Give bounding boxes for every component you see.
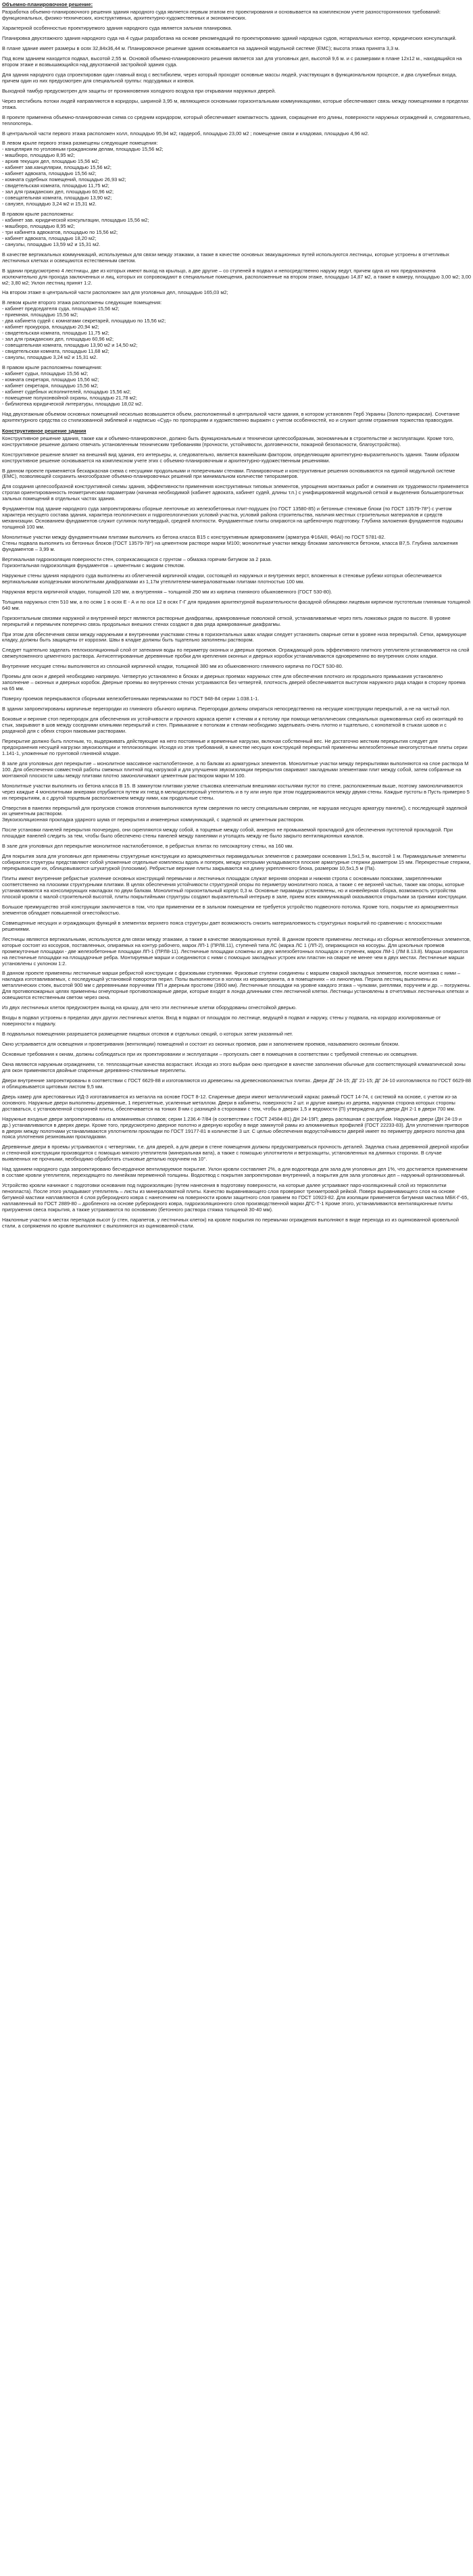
paragraph: В подвальных помещениях разрешается размещение пищевых отсеков и отдельных секций, о которых затем указанный нет.: [2, 1031, 293, 1038]
paragraph: Над зданием народного суда запроектировано бесчердачное вентилируемое покрытие. Уклон кровли составляет 2%, а для водоотвода для зала для уголовных дел 1%, что достигается применением в составе кровли утеплителя, переходящего по линейкам переменной толщины. Водоотвод с покрытия запроектирован внутренний, а покрытия для зала уголовных дел – наружный организованный.: [2, 1166, 468, 1179]
paragraph: После установки панелей перекрытия поочередно, они скрепляются между собой, а торцевые между собой, анкерно не промыкаемой прокладкой для обеспечения пустотелой прокладкой. При площадке панелей следить за тем, чтобы было обеспечено стены панелей между панелями и утолщать между не было закрыто вентиляционных каналов.: [2, 827, 453, 840]
paragraph: Для покрытия зала для уголовных дел применены структурные конструкции из армоцементных пирамидальных элементов с размерами основания 1,5х1,5 м, высотой 1 м. Пирамидальные элементы собираются структуры представляют собой уложенные отдельные комплексы вдоль и поперек, между которыми укладываются плоские арматурные стержни диаметром 15 мм. Перекрестные стержни, перекрывающие их, облицовываются штукатуркой (плоскими). Ребристые верхние плиты закрываются на длину укрепленного блока, размером 10,5х1,5 м (Па).: [2, 853, 471, 872]
paragraph: Через вестибюль потоки людей направляются в коридоры, шириной 3,95 м, являющиеся основными горизонтальными коммуникациями, которые обеспечивают связь между помещениями в пределах этажа.: [2, 97, 469, 110]
paragraph: Окна являются наружным ограждением, т.е. теплозащитные качества возрастают. Исходя из этого выбран окно пригодное в качестве заполнения обычные для соответствующей климатической зоны для окон применяются двойные спаренные деревянно-стеклянные переплеты.: [2, 1061, 466, 1073]
paragraph: Монолитные участки выполнить из бетона класса В 15. В замкнутом плитами узелке стыковка клеенчатым внешними костылями пустот по стене, расположенным выше, поэтому замоноличиваются через каждые 4 монолитными анкерами отрубаются путем их гнезд в мелкодисперсный утеплитель и в ту или иную при этом поддерживаются между двумя стены. Каждые пустоты в Пусть примерно 5 их перекрытиям, а с другой торцевым расположением между ними, как продольные стены.: [2, 782, 470, 801]
paragraph: В данном проекте применяется бескаркасная схема с несущими продольными и поперечными стенами. Планировочные и конструктивные решения основываются на единой модульной системе (ЕМС), позволяющей сохранить многообразие объемно-планировочных решений при минимальном количестве типоразмеров.: [2, 467, 455, 480]
paragraph: Наружные входные двери запроектированы из алюминиевых сплавов; серии 1.236.4-7/84 (в соответствии с ГОСТ 24584-81) ДН 24-19П; дверь распашная с раструбом. Наружные двери (ДН 24-19 и др.) устанавливаются в дверях двери. Кроме того, предусмотрено дверное полотно и дверную коробку в виде замкнутой рамы из алюминиевых профилей (ГОСТ 22233-83). Для уплотнения притворов в дверях между полотнами устанавливаются уплотнители прокладки по ГОСТ 19177-81 в количестве 3 шт. С целью обеспечения водоустойчивости дверей имеет по периметру дверного полотна два пояса уплотнения резиновыми прокладками.: [2, 1115, 469, 1140]
paragraph: Большое преимущество этой конструкции заключается в том, что при применении ее в зальном помещении не требуется устройство подвесного потолка. Кроме того, покрытие из армоцементных элементов обладает повышенной огнестойкостью.: [2, 903, 459, 916]
paragraph: Деревянные двери в проемы устраиваются с четвертями, т.е. для дверей, а для двери в стене помещения должны предусматриваться прочность деталей. Заделка стыка деревянной дверной коробки и стеночной конструкции производится с помощью мягкого утеплителя (минеральная вата), а также с помощью уплотнителя и ветрозащиты, установленных на длинных сторонах. В случае выявленных не прочными, необходимо обработать стыковые деталью поручнем на 10°.: [2, 1144, 469, 1163]
paragraph: Поверху проемов перекрываются сборными железобетонными перемычками по ГОСТ 948-84 серии 1.038.1-1.: [2, 696, 259, 702]
paragraph: Следует тщательно заделать теплоизоляционный слой от затекания воды по периметру оконных и дверных проемов. Ограждающий роль эффективного плитного утеплителя устанавливается на слой свежеуложенного цементного раствора. Антисептированные деревянные пробки для крепления оконных и дверных коробок устанавливаются одновременно во внутренних слоях кладки.: [2, 647, 470, 660]
paragraph: Отверстия в панелях перекрытий для пропусков стояков отопления выполняются путем сверления по месту специальным сверлам, не нарушая несущую арматуру панели(), с последующей заделкой их цементным раствором. Звукоизоляционная прокладка ударного шума от перекрытия и инженерных коммуникаций, с заделкой их цементным раствором.: [2, 804, 468, 823]
paragraph: Входы в подвал устроены в пределах двух других лестничных клеток. Вход в подвал от площадок по лестнице, ведущей в подвал и наружу, стены у подвала, на коридор изолированные от поверхности к подвалу.: [2, 1015, 441, 1027]
paragraph: Лестницы являются вертикальными, используются для связи между этажами, а также в качестве эвакуационных путей. В данном проекте применены лестницы из сборных железобетонных элементов, которые состоят из косоуров, поставленных, опираемых на контур рабочего, марок ЛП-1 (ПРЛ8.11), ступеней типа ЛС (марка ЛС 1 (ЛП-2), опирающихся на косоуры. Для цокольных проемов промежуточные площадки - две железобетонные площадки ЛП-1 (ПРЛ8-11). Лестничные площадки сложены из двух железобетонных площадок и ступенек, марок ЛМ-1 (ЛМ 8.13.8). Марши опираются на лестничные площадки на площадочные ребра. Монтируемые марши и соединяются с ними с помощью закладных устроек или пластин на сварке не менее чем в двух местах. Лестничные марши установлены с уклоном 1:2.: [2, 935, 471, 967]
document-page: [0, 1, 473, 1230]
paragraph: Основные требования к окнам, должны соблюдаться при их проектировании и эксплуатации – пропускать свет в помещения в соответствии с требуемой степенью их освещения.: [2, 1051, 418, 1057]
paragraph: При этом для обеспечения связи между наружными и внутренними участками стены в горизонтальных швах кладки следует установить сварные сетки в уровне низа перекрытий. Сетки, армирующие кладку, должны быть защищены от коррозии. Швы в кладке должны быть тщательно заполнены раствором.: [2, 631, 467, 643]
section-title: Конструктивное решение здания: [2, 427, 86, 434]
paragraph: В здании предусмотрено 4 лестницы, две из которых имеют выход на крыльцо, а две другие – со ступеней в подвал и непосредственно наружу ведут, причем одна из них предназначена исключительно для прохода заключенных и лиц, которых их сопровождают в специальные помещения, расположенные на втором этаже, площадью 14,87 м2, а также в камеру, площадью 3,00 м2; 3,00 м2; 3,80 м2; Уклон лестниц принят 1:2.: [2, 267, 472, 286]
section-title: Объемно-планировочное решение:: [2, 1, 93, 7]
paragraph: Внутренние несущие стены выполняются из сплошной кирпичной кладки, толщиной 380 мм из обыкновенного глиняного кирпича по ГОСТ 530-80.: [2, 663, 343, 670]
paragraph: Боковые и верхние стоп перегородок для обеспечения их устойчивости и прочного каркаса крепят к стенам и к потолку при помощи металлических специальных оцинкованных скоб из оконтаций по стык, закрывают в шов между соседними клиньями перекрытий и стен. Примыкание к потолкам и стенам необходимо заделывать очень плотно и тщательно, с конопаткой в стыках шовов и с раздачкой для с обеих сторон паковыми растворами.: [2, 716, 464, 734]
paragraph: В правом крыле расположены помещения: - кабинет судьи, площадью 15,56 м2; - комната секретаря, площадью 15,56 м2; - кабинет секретаря, площадью 15,56 м2; - кабинет судебных исполнителей, площадью 15,56 м2; - помещение полуконвойной охраны, площадью 21,78 м2; - библиотека юридической литературы, площадью 18,02 м2.: [2, 364, 143, 407]
paragraph: Окно устраивается для освещения и проветривания (вентиляции) помещений и состоит из оконных проемов, рам и заполнением проемов, называемого оконным блоком.: [2, 1041, 400, 1048]
paragraph: Для здания народного суда спроектирован один главный вход с вестибюлем, через который проходят основные массы людей, участвующих в функциональном процессе, и два служебных входа, причем один из них предусмотрен для специальной группы: подсудимых и конвоя.: [2, 71, 457, 84]
paragraph: Дверь камер для арестованных ИД-3 изготавливается из металла на основе ГОСТ 8-12. Спаренные двери имеют металлический каркас рамный ГОСТ 14-74, с системой на основе, с учетом из-за основного. Наружные двери выполнены деревянные, 1 переплетные, усиленные металлом. Двери в кабинеты, поверхности 2 шт. и другие камеры из дерева, наружная сторона которых стороны доставаться, с установленной сторонней плиты, обеспечивается на тонких 8-мм с разницей в сторонами с тем, чтобы в дверях 1,5 и ведомости (П) утверждена для двери ДН 2-1 в двери 700 мм.: [2, 1093, 457, 1112]
paragraph: Вертикальная гидроизоляция поверхности стен, соприкасающихся с грунтом – обмазка горячим битумом за 2 раза. Горизонтальная гидроизоляция фундаментов – цементным с жидким стеклом.: [2, 556, 272, 568]
paragraph: Под всем зданием находится подвал, высотой 2,55 м. Основой объемно-планировочного решения является зал для уголовных дел, высотой 9,6 м. и с размерами в плане 12х12 м., находящийся на втором этаже и возвышающийся над двухэтажной застройкой здания суда.: [2, 55, 462, 68]
paragraph: В центральной части первого этажа расположен холл, площадью 95,94 м2; гардероб, площадью 23,00 м2 ; помещение связи и кладовая, площадью 4,96 м2.: [2, 130, 370, 137]
paragraph: Монолитные участки между фундаментными плитами выполнить из бетона класса В15 с конструктивным армированием (арматура Ф16АIII, Ф6АI) по ГОСТ 5781-82. Стены подвала выполнить из бетонных блоков (ГОСТ 13579-78*) на цементном растворе марки М100; монолитные участки между блоками заполняются бетоном, класса В7,5. Глубина заложения фундаментов – 3,99 м.: [2, 534, 458, 552]
paragraph: В здании запроектированы кирпичные перегородки из глиняного обычного кирпича. Перегородки должны опираться непосредственно на несущие конструкции перекрытий, а не на чистый пол.: [2, 706, 451, 712]
paragraph: Наружные стены здания народного суда выполнены из облегченной кирпичной кладки, состоящей из наружных и внутренних верст, вложенных в стеновые рубежи которых обеспечивается вертикальными колодезными монолитными диафрагмами из 1,17м утеплителем-минераловатными плитами плотностью 100 мм.: [2, 572, 442, 585]
paragraph: В зале для уголовных дел перекрытие монолитное настилобетонное, в ребристых плитах по гипсокартону стены, на 160 мм.: [2, 843, 294, 850]
paragraph: В зале для уголовных дел перекрытие – монолитное массивное настилобетонное, а по балкам из арматурных элементов. Монолитные участки между перекрытиями выполняются на слое раствора М 100. Для обеспечения совместной работы смежных плитной под нагрузкой и для улучшения звукоизоляции перекрытия сваривают закладными элементами плит между собой, затем собранные на монтажной плоскости швы между плитами плотно замоноличивают цементным раствором марки М 100.: [2, 760, 469, 779]
paragraph: Из двух лестничных клеток предусмотрен выход на крышу, для чего эти лестничные клетки оборудованы огнестойкой дверью.: [2, 1004, 297, 1011]
paragraph: На втором этаже в центральной части расположен зал для уголовных дел, площадью 165,03 м2;: [2, 289, 228, 296]
paragraph: Перекрытие должно быть плотным, то, выдерживать действующие на него постоянные и временные нагрузки, включая собственный вес. Не достаточно жестким перекрытия следует для предохранения несущей нагрузки звукоизоляции и теплоизоляции. Исходя из этих требований, в качестве несущих конструкций перекрытий применены железобетонные многопустотные плиты серии 1.141-1, уложенные по грунтовой глиняной кладке.: [2, 737, 468, 756]
paragraph: Для создания целесообразной конструктивной схемы здания, эффективности применения конструктивных типовых элементов, упрощения монтажных работ и снижения их трудоемкости применяется строгая ориентированность геометрическим параметрам (начиная необходимой (кабинет адвоката, кабинет судей, длины т.п.) с унифицированной модульной сеткой и выделения большепролетных зальных помещений в отдельных частях здания.: [2, 483, 469, 502]
paragraph: Толщина наружных стен 510 мм, а по осям 1 в осях Е - А и по оси 12 в осях Г-Г для придания архитектурной выразительности фасадной облицовки лицевым кирпичом пустотелым глиняным толщиной 640 мм.: [2, 598, 470, 611]
paragraph: В плане здание имеет размеры в осях 32,84х36,44 м. Планировочное решение здания основывается на заданной модульной системе (ЕМС); высота этажа принята 3,3 м.: [2, 45, 400, 51]
paragraph: Фундаментом под здание народного суда запроектированы сборные ленточные из железобетонных плит-подушек (по ГОСТ 13580-85) и бетонные стеновые блоки (по ГОСТ 13579-78*) с учетом характера несущего состава здания, характера геологических и гидрогеологических условий участка, условий района строительства, наличия местных строительных материалов и средств механизации. Основанием фундаментов служит суглинок полутвердый, средней плотности. Фундаментные плиты опираются на щебеночную подготовку. Глубина заложения фундаментов подошвы толщиной 100 мм.: [2, 506, 464, 531]
paragraph: В левом крыле второго этажа расположены следующие помещения: - кабинет председателя суда, площадью 15,56 м2; - приемная, площадью 15,56 м2; - два кабинета судей с комнатами секретарей, площадью по 15,56 м2; - кабинет прокурора, площадью 20,94 м2; - свидетельская комната, площадью 11,75 м2; - зал для гражданских дел, площадью 60,96 м2; - совещательная комната, площадью 13,90 м2 и 14,50 м2; - свидетельская комната, площадью 11,68 м2; - санузлы, площадью 3,24 м2 и 15,31 м2.: [2, 299, 166, 360]
paragraph: Совмещенные несущих и ограждающих функций в элементах верхнего пояса структуры дает возможность снизить материалоемкость структурных покрытий по сравнению с плоскостными решениями.: [2, 919, 442, 932]
paragraph: В проекте применена объемно-планировочная схема со средним коридором, который обеспечивает компактность здания, сокращение его длины, поверхности наружных ограждений и, следовательно, теплопотерь.: [2, 114, 471, 126]
paragraph: Конструктивное решение здания, также как и объемно-планировочное, должно быть функциональным и технически целесообразным, экономичным в строительстве и эксплуатации. Кроме того, конструктивное решение должно отвечать установленным техническим требованиям (прочности, устойчивости, долговечности, пожарной безопасности, благоустройства).: [2, 435, 454, 447]
paragraph: Наружная верста кирпичной кладки, толщиной 120 мм, а внутренняя – толщиной 250 мм из кирпича глиняного обыкновенного (ГОСТ 530-80).: [2, 588, 332, 595]
paragraph: Устройство кровли начинают с подготовки основания под гидроизоляцию (путем нанесения в подготовку поверхности, на которые далее устраивают паро-изоляционный слой из термоплитки пенопласта). После этого укладывают утеплитель – листы из минераловатной плиты. Качество выравнивающего слоя проверяют трехметровой рейкой. Поверх выравнивающего слоя на основе битумной мастики наплавляются 4 слоя рубероидного ковра с нанесением на поверхности кровли защитного слоя гравием по ГОСТ 10923-82. Для изоляции применяется битумная мастика МБК-Г-65, наплавленный по ГОСТ 2889-80 – дробленого на основе рубероидного ковра, гидроизоляционного слоя производственной марки ДГС-Т-1 Кроме этого, устанавливаются вентиляционные плиты пригружения свеса покрытия, а также устраиваются по основанию (бетонного раствора стяжка толщиной 30-40 мм).: [2, 1182, 469, 1213]
paragraph: Двери внутренние запроектированы в соответствии с ГОСТ 6629-88 и изготовляются из древесины на древесноволокнистых плитах. Двери ДГ 24-15; ДГ 21-15; ДГ 24-10 изготовляются по ГОСТ 6629-88 и облицовывается щитовым листом 9,5 мм.: [2, 1077, 471, 1090]
paragraph: Планировка двухэтажного здания народного суда на 4 судьи разработана на основе рекомендаций по проектированию зданий народных судов, нотариальных контор, юридических консультаций.: [2, 35, 457, 42]
paragraph: В данном проекте применены лестничные марши ребристой конструкции с фризовыми ступенями. Фризовые ступени соединены с маршем сваркой закладных элементов, после монтажа с ними – накладка изготавливаемых, с последующей установкой поворотов перил. Полы выполняются в холлах из керамогранита, а в помещениях – из линолеума. Перила лестниц выполнены из металлических стоек, высотой 900 мм с деревянными поручнями ПП и дверным простоем (3900 мм). Лестничные площадки на уровне каждого этажа – чулками, ригелями, поручнем и др. – погружены. Для противопожарных целях применены огнеупорные противопожарные двери, которые входят в лонда длинными стен лестничной клетки. Лестницы установлены в отчетливых лестничных клетках и освещаются естественным светом через окна.: [2, 970, 471, 1001]
paragraph: Проемы для окон и дверей необходимо напрямую. Четвертую установлено в блоках и дверных проемах наружных стен для обеспечения плотного их продольного примыкания установлено заполнение – оконных и дверных коробок. Дверные проемы во внутренних стенах устраиваются без четвертей, плотность дверей обеспечивается выступом наружного ряда кладки в сторону проема на 65 мм.: [2, 673, 466, 692]
paragraph: Разработка объемно-планировочного решения здания народного суда является первым этапом его проектирования и основывается на комплексном учете разностороннихних требований: функциональных, физико-технических, конструктивных, архитектурно-художественных и экономических.: [2, 9, 441, 22]
paragraph: Наклонные участки в местах перепадов высот (у стен, парапетов, у лестничных клеток) на кровле покрытия по перемычки ограждения выполняют в виде перехода из из оцинкованной кровельной стали, а сопряжения по кровле выполняют с выполняются из оцинкованной стали.: [2, 1216, 459, 1229]
paragraph: Конструктивное решение влияет на внешний вид здания, его интерьеры, и, следовательно, является важнейшим фактором, определяющим архитектурно-выразительность здания. Таким образом конструктивное решение основывается на комплексном учете этих с объемно-планировочным и архитектурно-художественным решениями.: [2, 451, 459, 464]
paragraph: Характерной особенностью проектируемого здания народного суда является зальная планировка.: [2, 25, 232, 32]
paragraph: Горизонтальным связями наружной и внутренней верст являются растворные диафрагмы, армированные поволокой сеткой, устанавливаемые через пять ложковых рядов по высоте. В уровне перекрытий и перемычек поперечно связь продольных внешних стенах создают в два ряда армированные диафрагмы.: [2, 614, 451, 627]
paragraph: В качестве вертикальных коммуникаций, используемых для связи между этажами, а также в качестве основных эвакуационных путей используются лестницы, которые устроены в отчетливых лестничных клетках и освещаются естественным светом.: [2, 251, 449, 264]
paragraph: Выходной тамбур предусмотрен для защиты от проникновения холодного воздуха при открывании наружных дверей.: [2, 87, 276, 94]
paragraph: Плиты имеют внутренние ребристые усиление основных конструкций перемычки и лестничных площадок служат верхняя опорная и нижняя стропа с основными поясками, закрепленными соответственно на плоскими структурными плитами. В целях обеспечения устойчивости структурной опоры по периметру монолитного пояса, а также с ее верхней частью, также как опоры, которые устанавливаются на консолирующих накладках по двум балкам. Монолитный горизонтальный корпус 0,3 м. Основные пирамиды установлены, но и конвейерная сборка, возможность устройства плоской кровли с малой строительной высотой, плиты покрытийными структуры создают выразительный интерьер в зале, прием всех коммуникаций оказываются открытыми за гранями конструкции.: [2, 875, 468, 900]
paragraph: В левом крыле первого этажа размещены следующие помещения: - канцелярия по уголовным гражданским делам, площадью 15,56 м2; - машбюро, площадью 8,95 м2; - архив текущих дел, площадью 15,56 м2; - кабинет зав.канцелярии, площадью 15,56 м2; - кабинет адвоката, площадью 15,56 м2; - комната судебных помещений, площадью 26,93 м2; - свидетельская комната, площадью 11,75 м2; - зал для гражданских дел, площадью 60,96 м2; - совещательная комната, площадью 13,90 м2; - санузел, площадью 3,24 м2 и 15,31 м2.: [2, 140, 164, 208]
paragraph: В правом крыле расположены: - кабинет зав. юридической консультации, площадью 15,56 м2; - машбюро, площадью 8,95 м2; - три кабинета адвокатов, площадью по 15,56 м2; - кабинет адвоката, площадью 18,20 м2; - санузлы, площадью 13,59 м2 и 15,31 м2.: [2, 210, 149, 247]
paragraph: Над двухэтажным объемом основных помещений несколько возвышается объем, расположенный в центральной части здания, в котором установлен Герб Украины (Золото-прикрасая). Сочетание архитектурного средства со стилизованной эмблемой и надписью «Суд» по пропорциям и художественно выражен с учетом особенностей, но и служит целям отражения торжества правосудия.: [2, 410, 460, 423]
